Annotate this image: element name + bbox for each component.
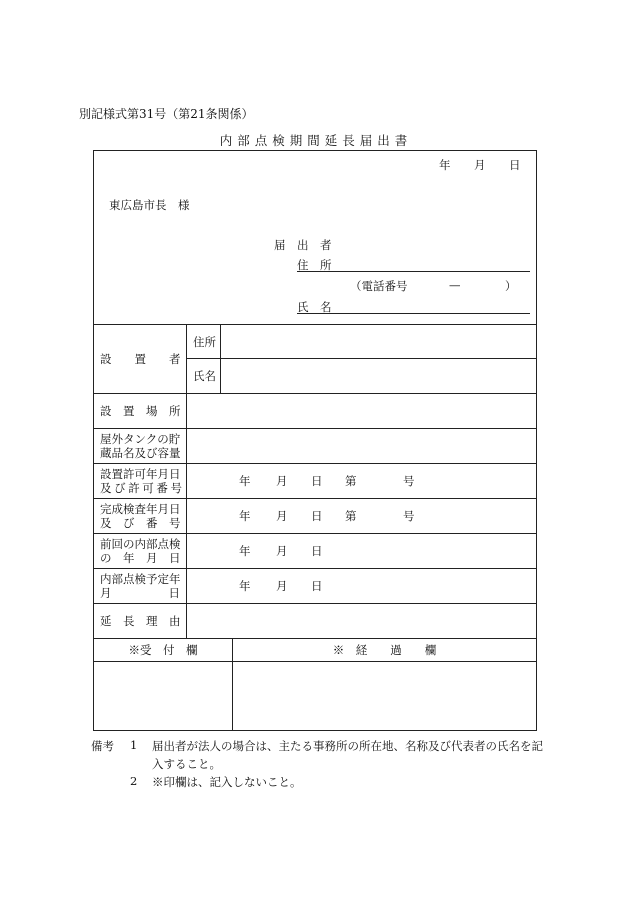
permit-month: 月 — [276, 474, 288, 488]
form-id: 別記様式第31号（第21条関係） — [79, 107, 254, 121]
phone-close: ） — [505, 279, 517, 293]
permit-label-line1: 設置許可年月日 — [100, 467, 181, 481]
scheduled-label-month: 月 — [100, 586, 112, 600]
note-2-number: 2 — [130, 774, 138, 788]
tank-label — [94, 429, 187, 464]
completion-label-line1: 完成検査年月日 — [100, 502, 181, 516]
reason-field[interactable] — [187, 604, 537, 639]
reception-field — [94, 662, 233, 731]
previous-label-line2: の 年 月 日 — [100, 551, 181, 565]
permit-day: 日 — [311, 474, 323, 488]
progress-header: ※ 経 過 欄 — [233, 639, 537, 662]
header-day: 日 — [509, 158, 521, 172]
permit-label — [94, 464, 187, 499]
reception-header: ※受 付 欄 — [94, 639, 233, 662]
note-1-text-line2: 入すること。 — [152, 757, 221, 771]
scheduled-month: 月 — [276, 579, 288, 593]
progress-field — [233, 662, 537, 731]
installer-label: 設 置 者 — [94, 325, 187, 394]
installer-address-label: 住所 — [187, 325, 221, 359]
address-underline — [297, 271, 530, 272]
previous-label-line1: 前回の内部点検 — [100, 537, 181, 551]
phone-label[interactable]: （電話番号 — [350, 279, 408, 293]
location-field[interactable] — [187, 394, 537, 429]
installer-name-label: 氏名 — [187, 359, 221, 394]
completion-year: 年 — [239, 509, 251, 523]
note-2-text: ※印欄は、記入しないこと。 — [152, 775, 302, 789]
form-table — [93, 150, 537, 731]
name-underline — [297, 313, 530, 314]
note-1-text-line1: 届出者が法人の場合は、主たる事務所の所在地、名称及び代表者の氏名を記 — [152, 739, 543, 753]
phone-dash: — — [449, 278, 461, 292]
scheduled-inspection-field[interactable] — [187, 569, 537, 604]
scheduled-inspection-label — [94, 569, 187, 604]
header-block — [94, 151, 537, 325]
note-1-number: 1 — [130, 738, 138, 752]
completion-number-suffix: 号 — [403, 509, 415, 523]
permit-label-line2: 及び許可番号 — [100, 481, 182, 495]
previous-inspection-field[interactable] — [187, 534, 537, 569]
permit-field[interactable] — [187, 464, 537, 499]
completion-day: 日 — [311, 509, 323, 523]
scheduled-day: 日 — [311, 579, 323, 593]
previous-inspection-label — [94, 534, 187, 569]
page-title: 内部点検期間延長届出書 — [219, 133, 413, 148]
header-year: 年 — [439, 158, 451, 172]
completion-number-prefix: 第 — [345, 509, 357, 523]
tank-label-line1: 屋外タンクの貯 — [100, 432, 181, 446]
previous-month: 月 — [276, 544, 288, 558]
header-month: 月 — [474, 158, 486, 172]
notifier-name-label[interactable]: 氏 名 — [297, 300, 332, 314]
installer-name-field[interactable] — [221, 359, 537, 394]
location-label: 設 置 場 所 — [94, 394, 187, 429]
reason-label: 延 長 理 由 — [94, 604, 187, 639]
completion-label — [94, 499, 187, 534]
scheduled-label-line1: 内部点検予定年 — [100, 572, 181, 586]
tank-field[interactable] — [187, 429, 537, 464]
scheduled-year: 年 — [239, 579, 251, 593]
tank-label-line2: 蔵品名及び容量 — [100, 446, 181, 460]
notifier-label: 届 出 者 — [274, 238, 332, 252]
previous-year: 年 — [239, 544, 251, 558]
permit-year: 年 — [239, 474, 251, 488]
permit-number-suffix: 号 — [403, 474, 415, 488]
installer-address-field[interactable] — [221, 325, 537, 359]
previous-day: 日 — [311, 544, 323, 558]
notifier-address-label[interactable]: 住 所 — [297, 258, 332, 272]
completion-month: 月 — [276, 509, 288, 523]
completion-label-line2: 及 び 番 号 — [100, 516, 181, 530]
addressee: 東広島市長 様 — [109, 198, 190, 212]
permit-number-prefix: 第 — [345, 474, 357, 488]
scheduled-label-day: 日 — [168, 586, 180, 600]
completion-field[interactable] — [187, 499, 537, 534]
notes-heading: 備考 — [91, 739, 114, 753]
